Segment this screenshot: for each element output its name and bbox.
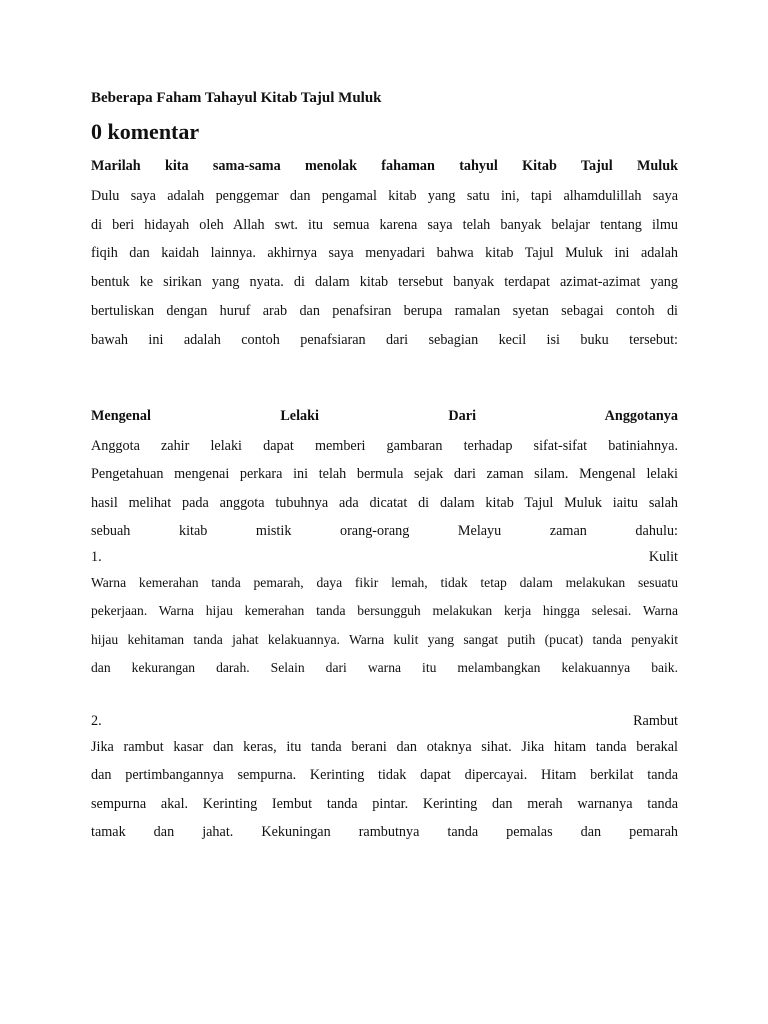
section-heading: Mengenal Lelaki Dari Anggotanya: [91, 408, 678, 425]
spacer: [91, 683, 678, 709]
intro-paragraph: [91, 182, 678, 354]
intro-line: bawah ini adalah contoh penafsiaran dari sebagian kecil isi buku tersebut:: [91, 331, 678, 348]
document-page: [91, 88, 678, 847]
item-line: Warna kemerahan tanda pemarah, daya fikir lemah, tidak tetap dalam melakukan sesuatu: [91, 575, 678, 591]
item-line: pekerjaan. Warna hijau kemerahan tanda bersungguh melakukan kerja hingga selesai. Warna: [91, 603, 678, 619]
list-item-rambut: [91, 709, 678, 847]
item-heading: [91, 545, 678, 569]
item-line: hijau kehitaman tanda jahat kelakuannya. Warna kulit yang sangat putih (pucat) tanda penyakit: [91, 631, 678, 647]
item-line: sempurna akal. Kerinting Iembut tanda pintar. Kerinting dan merah warnanya tanda: [91, 795, 678, 812]
item-label: Rambut: [633, 712, 678, 729]
item-line: dan pertimbangannya sempurna. Kerinting tidak dapat dipercayai. Hitam berkilat tanda: [91, 767, 678, 784]
section-line: hasil melihat pada anggota tubuhnya ada dicatat di dalam kitab Tajul Muluk iaitu salah: [91, 494, 678, 511]
intro-line: bertuliskan dengan huruf arab dan penafsiran berupa ramalan syetan sebagai contoh di: [91, 302, 678, 319]
item-number: 2.: [91, 712, 102, 729]
item-line: tamak dan jahat. Kekuningan rambutnya tanda pemalas dan pemarah: [91, 824, 678, 841]
section-line: sebuah kitab mistik orang-orang Melayu zaman dahulu:: [91, 522, 678, 539]
section-line: Anggota zahir lelaki dapat memberi gambaran terhadap sifat-sifat batiniahnya.: [91, 438, 678, 455]
item-line: dan kekurangan darah. Selain dari warna itu melambangkan kelakuannya baik.: [91, 660, 678, 676]
intro-line: fiqih dan kaidah lainnya. akhirnya saya menyadari bahwa kitab Tajul Muluk ini adalah: [91, 245, 678, 262]
intro-heading: Marilah kita sama-sama menolak fahaman tahyul Kitab Tajul Muluk: [91, 158, 678, 174]
item-body: [91, 733, 678, 847]
comment-count[interactable]: 0 komentar: [91, 119, 200, 144]
section-line: Pengetahuan mengenai perkara ini telah bermula sejak dari zaman silam. Mengenal lelaki: [91, 466, 678, 483]
document-title: Beberapa Faham Tahayul Kitab Tajul Muluk: [91, 90, 382, 106]
section-paragraph: [91, 432, 678, 545]
intro-line: Dulu saya adalah penggemar dan pengamal kitab yang satu ini, tapi alhamdulillah saya: [91, 188, 678, 204]
item-body: [91, 569, 678, 683]
list-item-kulit: [91, 545, 678, 683]
intro-line: di beri hidayah oleh Allah swt. itu semua karena saya telah banyak belajar tentang ilmu: [91, 216, 678, 233]
item-line: Jika rambut kasar dan keras, itu tanda berani dan otaknya sihat. Jika hitam tanda berakal: [91, 738, 678, 755]
item-label: Kulit: [648, 549, 678, 566]
item-heading: [91, 709, 678, 733]
intro-line: bentuk ke sirikan yang nyata. di dalam kitab tersebut banyak terdapat azimat-azimat yang: [91, 274, 678, 291]
item-number: 1.: [91, 549, 102, 566]
